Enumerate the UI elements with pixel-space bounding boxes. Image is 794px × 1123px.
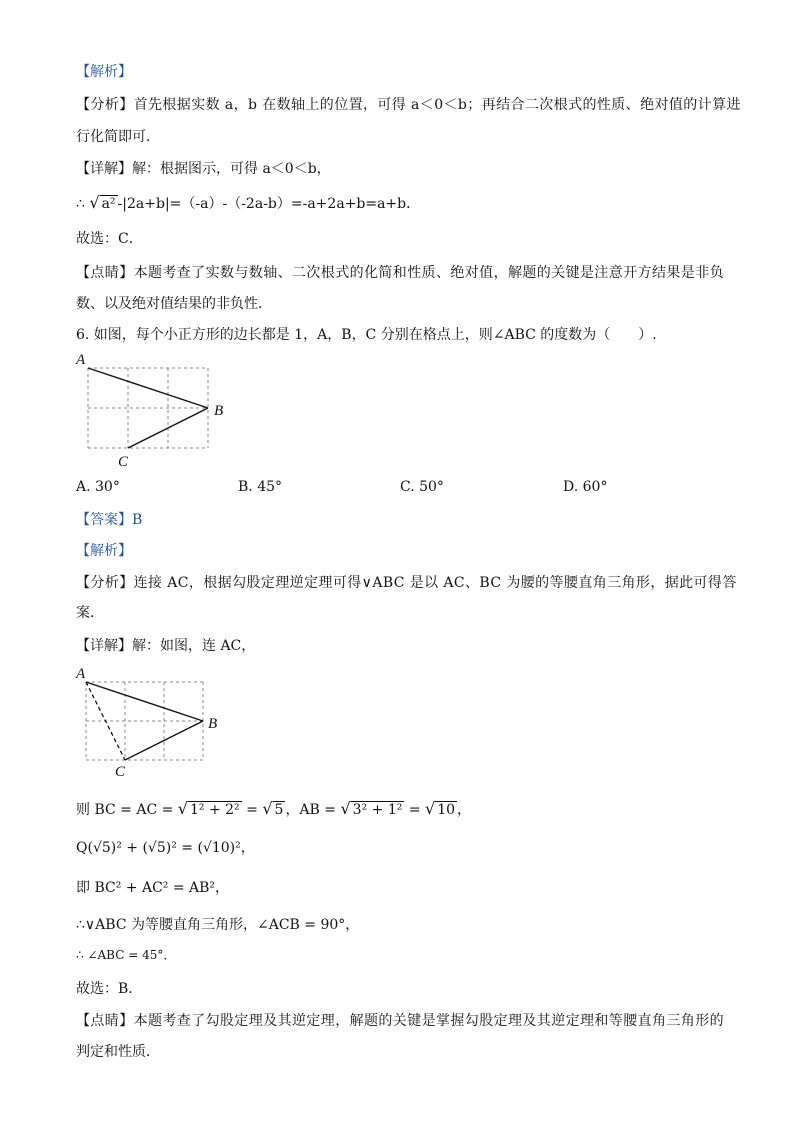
dianjing-line-2: 【点睛】本题考查了勾股定理及其逆定理，解题的关键是掌握勾股定理及其逆定理和等腰直角三角形的 bbox=[76, 1013, 724, 1029]
eq1-text-c: ，AB = bbox=[285, 802, 341, 818]
eq1-text-b: = bbox=[241, 802, 263, 818]
solution-figure bbox=[72, 662, 242, 784]
equation-4: ∴∨ABC 为等腰直角三角形，∠ACB = 90°， bbox=[76, 917, 360, 933]
point-label-c-2: C bbox=[115, 764, 126, 780]
point-label-b: B bbox=[214, 403, 224, 419]
radicand: a² bbox=[101, 196, 116, 212]
grid-lines bbox=[88, 368, 208, 448]
detail-line-2: 【详解】解：如图，连 AC， bbox=[76, 638, 256, 654]
point-label-a: A bbox=[76, 352, 86, 368]
equation-1: 则 BC = AC = √ 1² + 2² = √ 5 ，AB = √ 3² + 1² = √ 10 ， bbox=[76, 799, 472, 818]
question-stem: 6. 如图，每个小正方形的边长都是 1，A，B，C 分别在格点上，则∠ABC 的度数为（ ）. bbox=[76, 327, 657, 343]
analysis-fenxi-cont: 行化简即可． bbox=[76, 129, 160, 145]
answer-line: 故选：C． bbox=[76, 231, 143, 247]
analysis-fenxi-2-cont: 案． bbox=[76, 605, 104, 621]
analysis-heading: 【解析】 bbox=[76, 64, 132, 80]
point-label-a-2: A bbox=[76, 666, 86, 682]
analysis-fenxi: 【分析】首先根据实数 a，b 在数轴上的位置，可得 a＜0＜b；再结合二次根式的性质、绝对值的计算进 bbox=[76, 97, 741, 113]
analysis-heading-2: 【解析】 bbox=[76, 543, 132, 559]
answer-line-2: 故选：B． bbox=[76, 981, 143, 997]
grid-lines-2 bbox=[86, 682, 203, 760]
equation-2: Q(√5)² + (√5)² = (√10)²， bbox=[76, 840, 255, 856]
dianjing-cont-2: 判定和性质． bbox=[76, 1044, 160, 1060]
therefore-symbol: ∴ bbox=[76, 196, 85, 212]
eq1-radicand-3: 3² + 1² bbox=[352, 802, 403, 818]
eq1-radicand-4: 10 bbox=[437, 802, 456, 818]
dianjing-cont: 数、以及绝对值结果的非负性． bbox=[76, 296, 272, 312]
eq1-text-e: ， bbox=[457, 802, 472, 818]
eq1-radicand-2: 5 bbox=[274, 802, 284, 818]
question-figure bbox=[72, 350, 242, 472]
equation-5: ∴ ∠ABC = 45°． bbox=[76, 948, 176, 962]
point-label-c: C bbox=[118, 454, 129, 470]
detail-line: 【详解】解：根据图示，可得 a＜0＜b， bbox=[76, 161, 331, 177]
option-d: D. 60° bbox=[563, 479, 608, 495]
dianjing-line: 【点睛】本题考查了实数与数轴、二次根式的化简和性质、绝对值，解题的关键是注意开方结果是非负 bbox=[76, 265, 724, 281]
option-c: C. 50° bbox=[400, 479, 444, 495]
triangle-sides-2 bbox=[86, 682, 203, 760]
point-label-b-2: B bbox=[208, 716, 218, 732]
option-b: B. 45° bbox=[238, 479, 283, 495]
calc-line: ∴ √ a² -|2a+b|=（-a）-（-2a-b）=-a+2a+b=a+b． bbox=[76, 193, 421, 212]
option-a: A. 30° bbox=[76, 479, 120, 495]
answer-key: 【答案】B bbox=[76, 512, 143, 528]
calc-rest: -|2a+b|=（-a）-（-2a-b）=-a+2a+b=a+b． bbox=[117, 196, 421, 212]
eq1-text-a: 则 BC = AC = bbox=[76, 802, 178, 818]
equation-3: 即 BC² + AC² = AB²， bbox=[76, 880, 230, 896]
eq1-radicand-1: 1² + 2² bbox=[190, 802, 240, 818]
analysis-fenxi-2: 【分析】连接 AC，根据勾股定理逆定理可得∨ABC 是以 AC、BC 为腰的等腰直角三角形，据此可得答 bbox=[76, 575, 737, 591]
eq1-text-d: = bbox=[404, 802, 425, 818]
